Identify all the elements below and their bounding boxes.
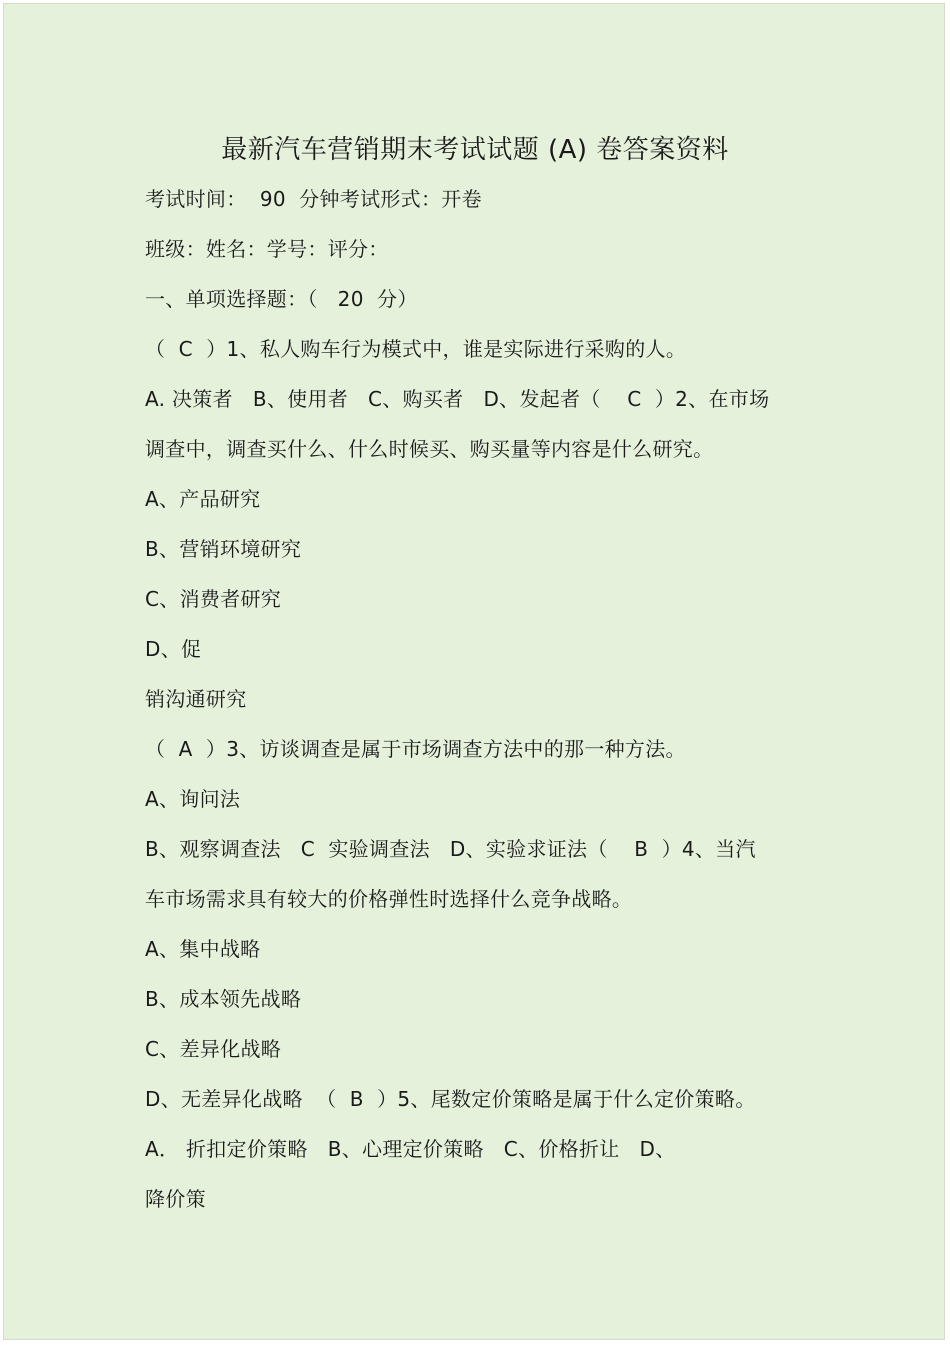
question-4-option-b: B、成本领先战略 xyxy=(145,987,302,1011)
question-4-text: 车市场需求具有较大的价格弹性时选择什么竞争战略。 xyxy=(145,887,633,911)
question-3-option-a: A、询问法 xyxy=(145,787,241,811)
question-3: （ A ）3、访谈调查是属于市场调查方法中的那一种方法。 xyxy=(145,737,686,761)
question-2-option-c: C、消费者研究 xyxy=(145,587,282,611)
question-2-text: 调查中，调查买什么、什么时候买、购买量等内容是什么研究。 xyxy=(145,437,714,461)
question-4-option-c: C、差异化战略 xyxy=(145,1037,282,1061)
question-5-option-d-cont: 降价策 xyxy=(145,1187,206,1211)
question-4-option-a: A、集中战略 xyxy=(145,937,261,961)
question-2-option-a: A、产品研究 xyxy=(145,487,261,511)
student-info-line: 班级：姓名：学号：评分： xyxy=(145,237,389,261)
section-heading: 一、单项选择题：（ 20 分） xyxy=(145,287,418,311)
question-5: D、无差异化战略 （ B ）5、尾数定价策略是属于什么定价策略。 xyxy=(145,1087,756,1111)
question-5-options: A． 折扣定价策略 B、心理定价策略 C、价格折让 D、 xyxy=(145,1137,676,1161)
document-title: 最新汽车营销期末考试试题 (A) 卷答案资料 xyxy=(221,135,729,165)
question-1-options: A. 决策者 B、使用者 C、购买者 D、发起者（ C ）2、在市场 xyxy=(145,387,770,411)
exam-time-line: 考试时间： 90 分钟考试形式：开卷 xyxy=(145,187,482,211)
document-page xyxy=(3,3,945,1340)
question-3-options: B、观察调查法 C 实验调查法 D、实验求证法（ B ）4、当汽 xyxy=(145,837,756,861)
question-2-option-d: D、促 xyxy=(145,637,202,661)
question-2-option-d-cont: 销沟通研究 xyxy=(145,687,247,711)
question-2-option-b: B、营销环境研究 xyxy=(145,537,302,561)
question-1: （ C ）1、私人购车行为模式中，谁是实际进行采购的人。 xyxy=(145,337,687,361)
